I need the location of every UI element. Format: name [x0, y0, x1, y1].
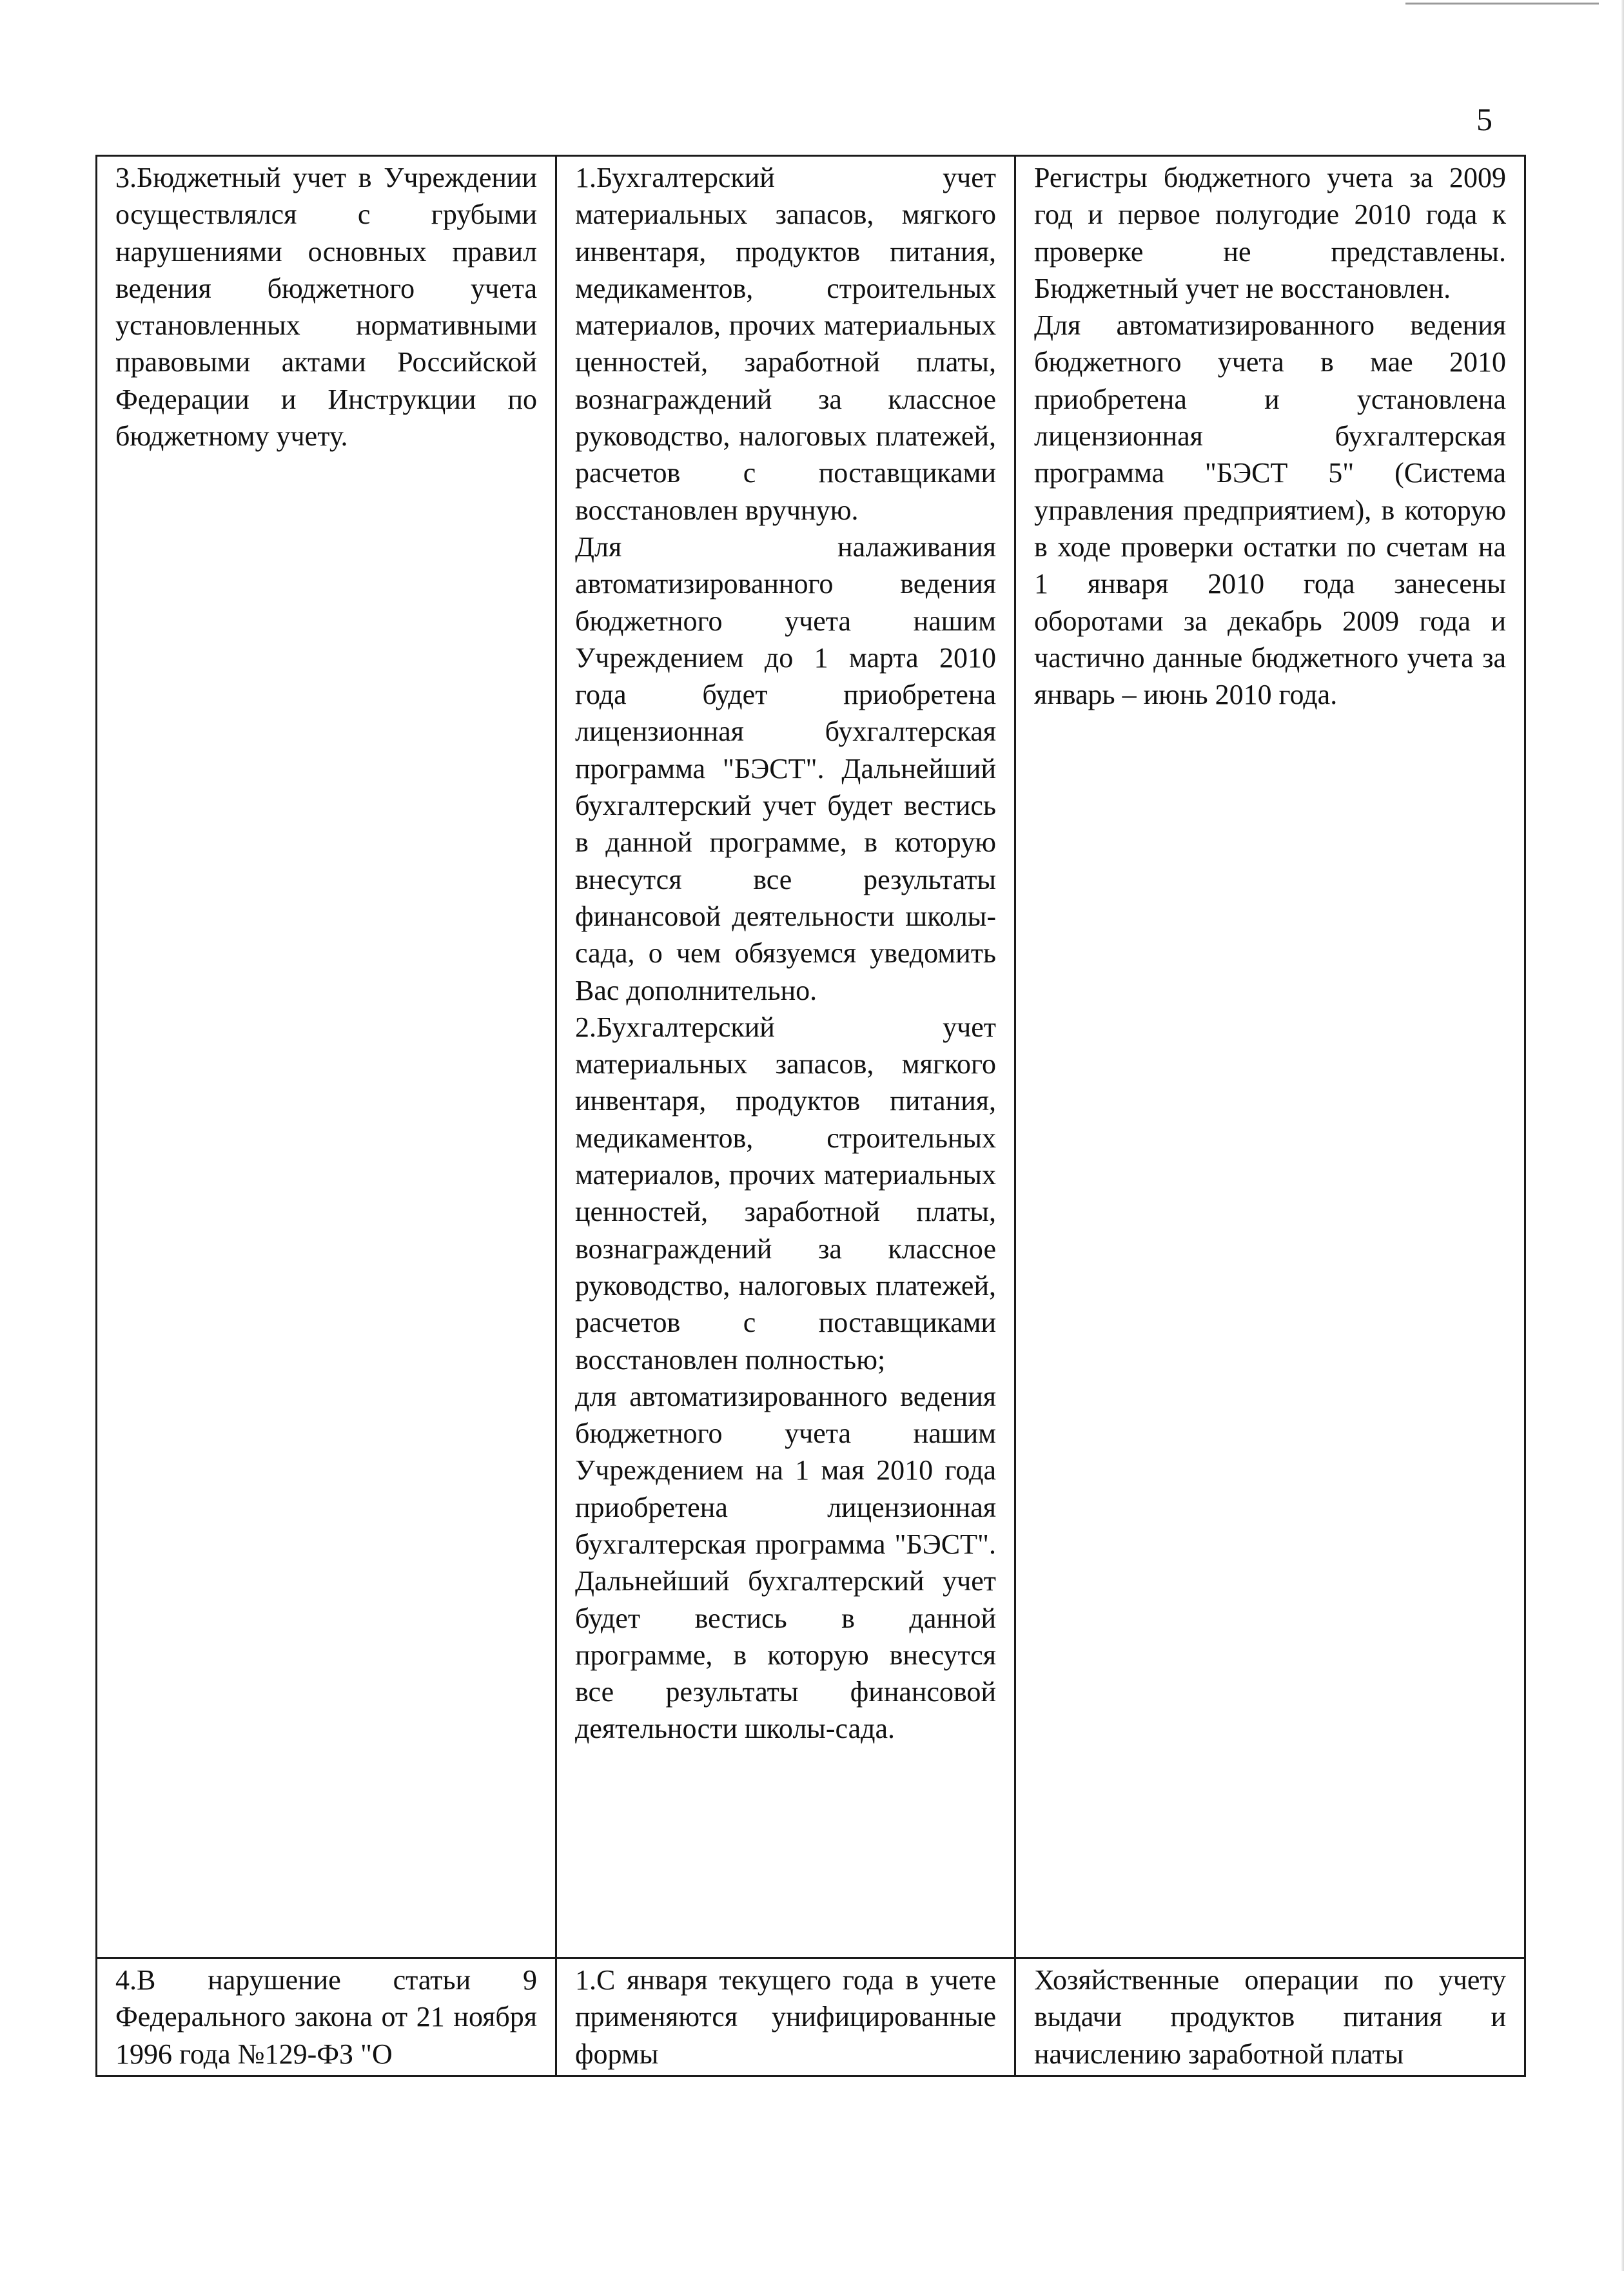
- result-cell: [1015, 1958, 1525, 2076]
- result-paragraph: Хозяйственные операции по учету выдачи продуктов питания и начислению заработной платы: [1034, 1964, 1506, 2070]
- page-number: 5: [1476, 101, 1492, 137]
- violation-text: 4.В нарушение статьи 9 Федерального закона от 21 ноября 1996 года №129-ФЗ "О: [115, 1964, 537, 2070]
- scan-edge: [1621, 0, 1624, 2271]
- measures-paragraph: 2.Бухгалтерский учет материальных запасов, мягкого инвентаря, продуктов питания, медикаментов, строительных материалов, прочих материальных ценностей, заработной платы, вознаграждений за классное руководство, налоговых платежей, расчетов с поставщиками восстановлен полностью;: [575, 1011, 996, 1376]
- result-cell: [1015, 156, 1525, 1958]
- measures-paragraph: 1.С января текущего года в учете применяются унифицированные формы: [575, 1964, 996, 2070]
- scan-artifact-line: [1405, 3, 1599, 5]
- violation-cell: [97, 156, 556, 1958]
- findings-table: [95, 155, 1526, 2077]
- table-row: [97, 156, 1525, 1958]
- measures-paragraph: 1.Бухгалтерский учет материальных запасов, мягкого инвентаря, продуктов питания, медикаментов, строительных материалов, прочих материальных ценностей, заработной платы, вознаграждений за классное руководство, налоговых платежей, расчетов с поставщиками восстановлен вручную.: [575, 162, 996, 526]
- violation-cell: [97, 1958, 556, 2076]
- table-row: [97, 1958, 1525, 2076]
- result-paragraph: Для автоматизированного ведения бюджетного учета в мае 2010 приобретена и установлена лицензионная бухгалтерская программа "БЭСТ 5" (Система управления предприятием), в которую в ходе проверки остатки по счетам на 1 января 2010 года занесены оборотами за декабрь 2009 года и частично данные бюджетного учета за январь – июнь 2010 года.: [1034, 309, 1506, 711]
- measures-cell: [556, 156, 1015, 1958]
- measures-paragraph: для автоматизированного ведения бюджетного учета нашим Учреждением на 1 мая 2010 года приобретена лицензионная бухгалтерская программа "БЭСТ". Дальнейший бухгалтерский учет будет вестись в данной программе, в которую внесутся все результаты финансовой деятельности школы-сада.: [575, 1380, 996, 1745]
- measures-cell: [556, 1958, 1015, 2076]
- violation-text: 3.Бюджетный учет в Учреждении осуществлялся с грубыми нарушениями основных правил ведения бюджетного учета установленных нормативными правовыми актами Российской Федерации и Инструкции по бюджетному учету.: [115, 162, 537, 453]
- result-paragraph: Регистры бюджетного учета за 2009 год и первое полугодие 2010 года к проверке не представлены. Бюджетный учет не восстановлен.: [1034, 162, 1506, 304]
- measures-paragraph: Для налаживания автоматизированного ведения бюджетного учета нашим Учреждением до 1 марта 2010 года будет приобретена лицензионная бухгалтерская программа "БЭСТ". Дальнейший бухгалтерский учет будет вестись в данной программе, в которую внесутся все результаты финансовой деятельности школы-сада, о чем обязуемся уведомить Вас дополнительно.: [575, 531, 996, 1006]
